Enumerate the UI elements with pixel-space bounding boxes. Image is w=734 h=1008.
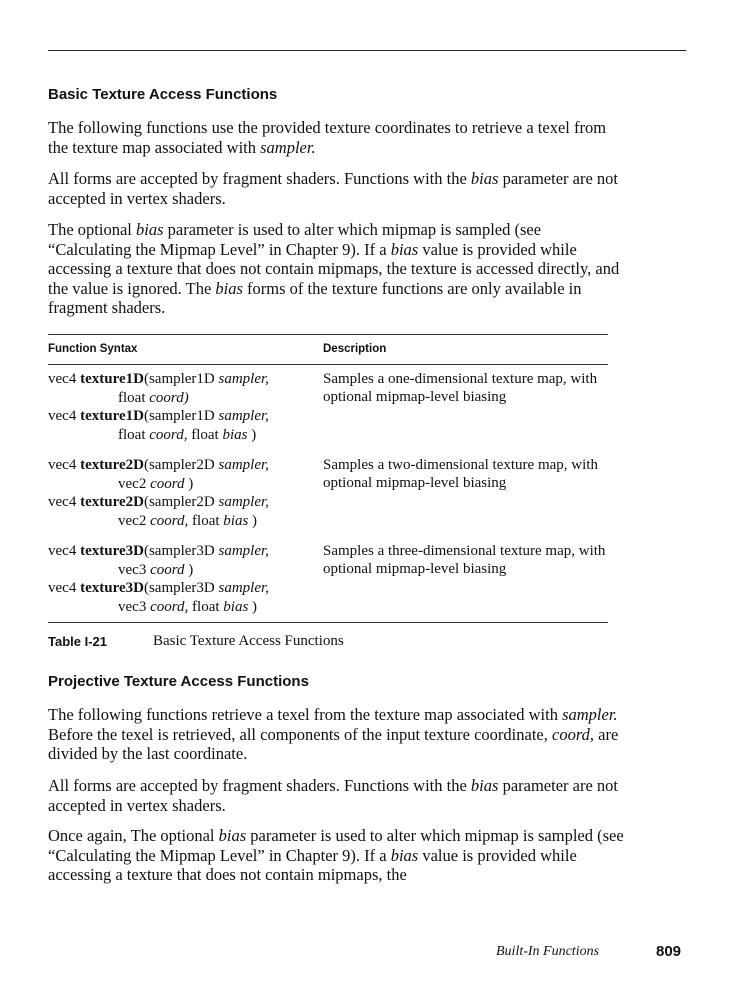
table-top-rule: [48, 334, 608, 335]
syntax-line: vec4 texture3D(sampler3D sampler,: [48, 580, 269, 596]
syntax-line: vec4 texture3D(sampler3D sampler,: [48, 543, 269, 559]
function-description-cell: Samples a two-dimensional texture map, with optional mipmap-level biasing: [323, 457, 598, 491]
syntax-line: vec4 texture2D(sampler2D sampler,: [48, 494, 269, 510]
syntax-line: float coord): [118, 389, 189, 406]
paragraph: All forms are accepted by fragment shaders. Functions with the bias parameter are not accepted in vertex shaders.: [48, 776, 618, 815]
section-heading-basic: Basic Texture Access Functions: [48, 86, 278, 103]
syntax-line: vec2 coord, float bias ): [118, 512, 258, 529]
paragraph: The following functions use the provided texture coordinates to retrieve a texel from the texture map associated with sampler.: [48, 118, 607, 157]
syntax-line: vec2 coord ): [118, 475, 194, 492]
paragraph: Once again, The optional bias parameter is used to alter which mipmap is sampled (see “Calculating the Mipmap Level” in Chapter 9). If a bias value is provided while accessing a texture that does not contain mipmaps, the: [48, 826, 624, 884]
paragraph: All forms are accepted by fragment shaders. Functions with the bias parameter are not accepted in vertex shaders.: [48, 169, 618, 208]
function-syntax-cell: [48, 542, 318, 616]
function-syntax-cell: [48, 456, 318, 530]
syntax-line: vec4 texture2D(sampler2D sampler,: [48, 457, 269, 473]
running-footer-title: Built-In Functions: [496, 944, 600, 959]
function-description-cell: Samples a one-dimensional texture map, with optional mipmap-level biasing: [323, 371, 598, 405]
table-caption-label: Table I-21: [48, 634, 108, 649]
top-rule: [48, 50, 686, 51]
syntax-line: vec4 texture1D(sampler1D sampler,: [48, 371, 269, 387]
syntax-line: vec3 coord, float bias ): [118, 598, 258, 615]
paragraph: The optional bias parameter is used to alter which mipmap is sampled (see “Calculating the Mipmap Level” in Chapter 9). If a bias value is provided while accessing a texture that does not contain mipmaps, the texture is accessed directly, and the value is ignored. The bias forms of the texture functions are only available in fragment shaders.: [48, 220, 620, 317]
table-header-rule: [48, 364, 608, 365]
page-number: 809: [656, 943, 682, 960]
syntax-line: vec4 texture1D(sampler1D sampler,: [48, 408, 269, 424]
table-bottom-rule: [48, 622, 608, 623]
paragraph: The following functions retrieve a texel from the texture map associated with sampler. Before the texel is retrieved, all components of the input texture coordinate, coord, are divided by the last coordinate.: [48, 705, 619, 763]
function-syntax-cell: [48, 370, 318, 444]
table-header-description: Description: [323, 343, 387, 355]
syntax-line: float coord, float bias ): [118, 426, 257, 443]
syntax-line: vec3 coord ): [118, 561, 194, 578]
section-heading-projective: Projective Texture Access Functions: [48, 673, 309, 690]
table-header-syntax: Function Syntax: [48, 343, 138, 355]
function-description-cell: Samples a three-dimensional texture map, with optional mipmap-level biasing: [323, 543, 606, 577]
table-caption-text: Basic Texture Access Functions: [153, 633, 344, 649]
